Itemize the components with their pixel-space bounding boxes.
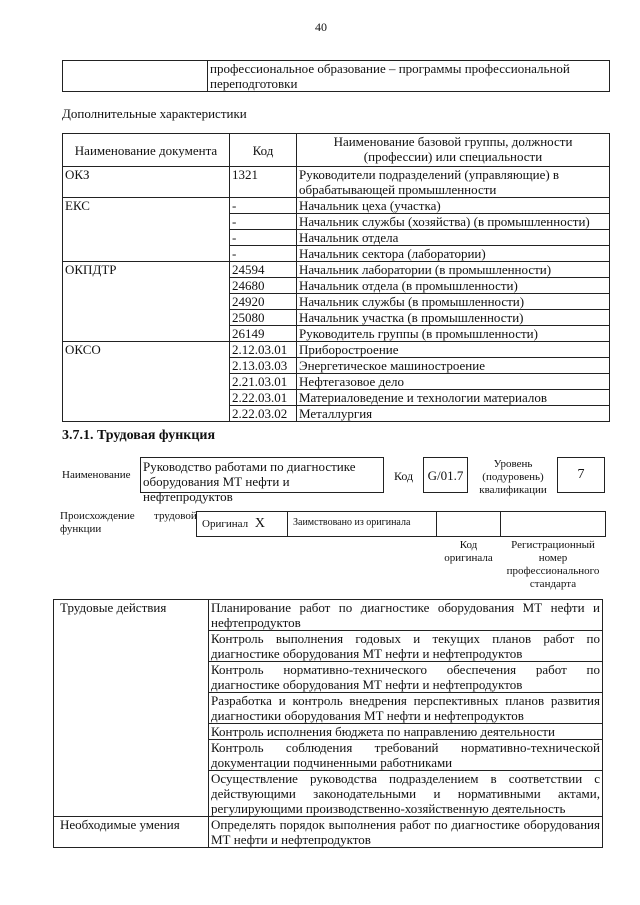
name-cell: Начальник службы (в промышленности) <box>297 294 610 310</box>
code-cell: 1321 <box>230 167 297 198</box>
section-label-cell: Необходимые умения <box>54 817 209 848</box>
item-cell: Контроль выполнения годовых и текущих планов работ по диагностике оборудования МТ нефти и нефтепродуктов <box>209 631 603 662</box>
header-name: Наименование базовой группы, должности (профессии) или специальности <box>297 134 610 167</box>
function-heading: 3.7.1. Трудовая функция <box>62 428 216 443</box>
top-table <box>62 60 610 92</box>
actions-table <box>53 599 603 848</box>
origin-divider-2 <box>436 511 437 537</box>
borrowed-label: Заимствовано из оригинала <box>293 517 411 528</box>
code-cell: 2.22.03.02 <box>230 406 297 422</box>
code-cell: 2.21.03.01 <box>230 374 297 390</box>
doc-cell: ЕКС <box>63 198 230 262</box>
doc-cell: ОКЗ <box>63 167 230 198</box>
name-cell: Начальник отдела (в промышленности) <box>297 278 610 294</box>
name-cell: Руководитель группы (в промышленности) <box>297 326 610 342</box>
function-code-box <box>423 457 468 493</box>
code-cell: 26149 <box>230 326 297 342</box>
doc-cell: ОКПДТР <box>63 262 230 342</box>
table-header-row <box>63 134 610 167</box>
name-cell: Нефтегазовое дело <box>297 374 610 390</box>
original-mark: X <box>254 516 265 531</box>
table-row <box>54 817 603 848</box>
characteristics-table <box>62 133 610 422</box>
code-cell: 24594 <box>230 262 297 278</box>
header-doc: Наименование документа <box>63 134 230 167</box>
code-cell: - <box>230 198 297 214</box>
name-cell: Руководители подразделений (управляющие) в обрабатывающей промышленности <box>297 167 610 198</box>
code-original-caption: Код оригинала <box>444 539 493 564</box>
origin-label-right: трудовой <box>154 510 197 522</box>
table-row <box>63 342 610 358</box>
item-cell: Определять порядок выполнения работ по диагностике оборудования МТ нефти и нефтепродуктов <box>209 817 603 848</box>
code-cell: 25080 <box>230 310 297 326</box>
level-box <box>557 457 605 493</box>
name-cell: Начальник службы (хозяйства) (в промышленности) <box>297 214 610 230</box>
reg-number-caption: Регистрационный номер профессионального стандарта <box>506 539 600 590</box>
origin-divider-3 <box>500 511 501 537</box>
origin-label: Происхождение функции <box>60 510 135 535</box>
name-cell: Начальник отдела <box>297 230 610 246</box>
name-cell: Энергетическое машиностроение <box>297 358 610 374</box>
origin-divider-1 <box>287 511 288 537</box>
code-label: Код <box>394 469 414 483</box>
table-row <box>54 600 603 631</box>
item-cell: Разработка и контроль внедрения перспективных планов развития диагностики оборудования МТ нефти и нефтепродуктов <box>209 693 603 724</box>
name-cell: Начальник цеха (участка) <box>297 198 610 214</box>
original-text: Оригинал <box>202 518 249 530</box>
header-code: Код <box>230 134 297 167</box>
item-cell: Осуществление руководства подразделением в соответствии с действующими законодательными и нормативными актами, регулирующими производственно-хозяйственную деятельность <box>209 771 603 817</box>
name-cell: Начальник лаборатории (в промышленности) <box>297 262 610 278</box>
name-cell: Материаловедение и технологии материалов <box>297 390 610 406</box>
doc-cell: ОКСО <box>63 342 230 422</box>
name-cell: Приборостроение <box>297 342 610 358</box>
name-label: Наименование <box>62 469 131 481</box>
item-cell: Планирование работ по диагностике оборудования МТ нефти и нефтепродуктов <box>209 600 603 631</box>
table-row <box>63 262 610 278</box>
function-name-box <box>140 457 384 504</box>
top-table-left-cell <box>63 61 208 92</box>
code-cell: 2.22.03.01 <box>230 390 297 406</box>
code-cell: 24920 <box>230 294 297 310</box>
table-row <box>63 167 610 198</box>
original-label <box>202 517 265 531</box>
code-cell: 2.13.03.03 <box>230 358 297 374</box>
name-cell: Начальник участка (в промышленности) <box>297 310 610 326</box>
section-label-cell: Трудовые действия <box>54 600 209 817</box>
name-cell: Начальник сектора (лаборатории) <box>297 246 610 262</box>
code-cell: 2.12.03.01 <box>230 342 297 358</box>
table-row <box>63 198 610 214</box>
item-cell: Контроль соблюдения требований нормативно-технической документации подчиненными работниками <box>209 740 603 771</box>
top-table-right-cell: профессиональное образование – программы профессиональной переподготовки <box>208 61 610 92</box>
code-cell: - <box>230 246 297 262</box>
function-name-value: Руководство работами по диагностике оборудования МТ нефти и нефтепродуктов <box>143 459 356 504</box>
name-cell: Металлургия <box>297 406 610 422</box>
level-label: Уровень (подуровень) квалификации <box>479 458 547 496</box>
function-code-value: G/01.7 <box>427 467 464 483</box>
code-cell: 24680 <box>230 278 297 294</box>
item-cell: Контроль исполнения бюджета по направлению деятельности <box>209 724 603 740</box>
page-number: 40 <box>315 20 327 34</box>
level-value: 7 <box>577 467 585 482</box>
extra-characteristics-heading: Дополнительные характеристики <box>62 106 247 121</box>
code-cell: - <box>230 230 297 246</box>
code-cell: - <box>230 214 297 230</box>
item-cell: Контроль нормативно-технического обеспечения работ по диагностике оборудования МТ нефти и нефтепродуктов <box>209 662 603 693</box>
